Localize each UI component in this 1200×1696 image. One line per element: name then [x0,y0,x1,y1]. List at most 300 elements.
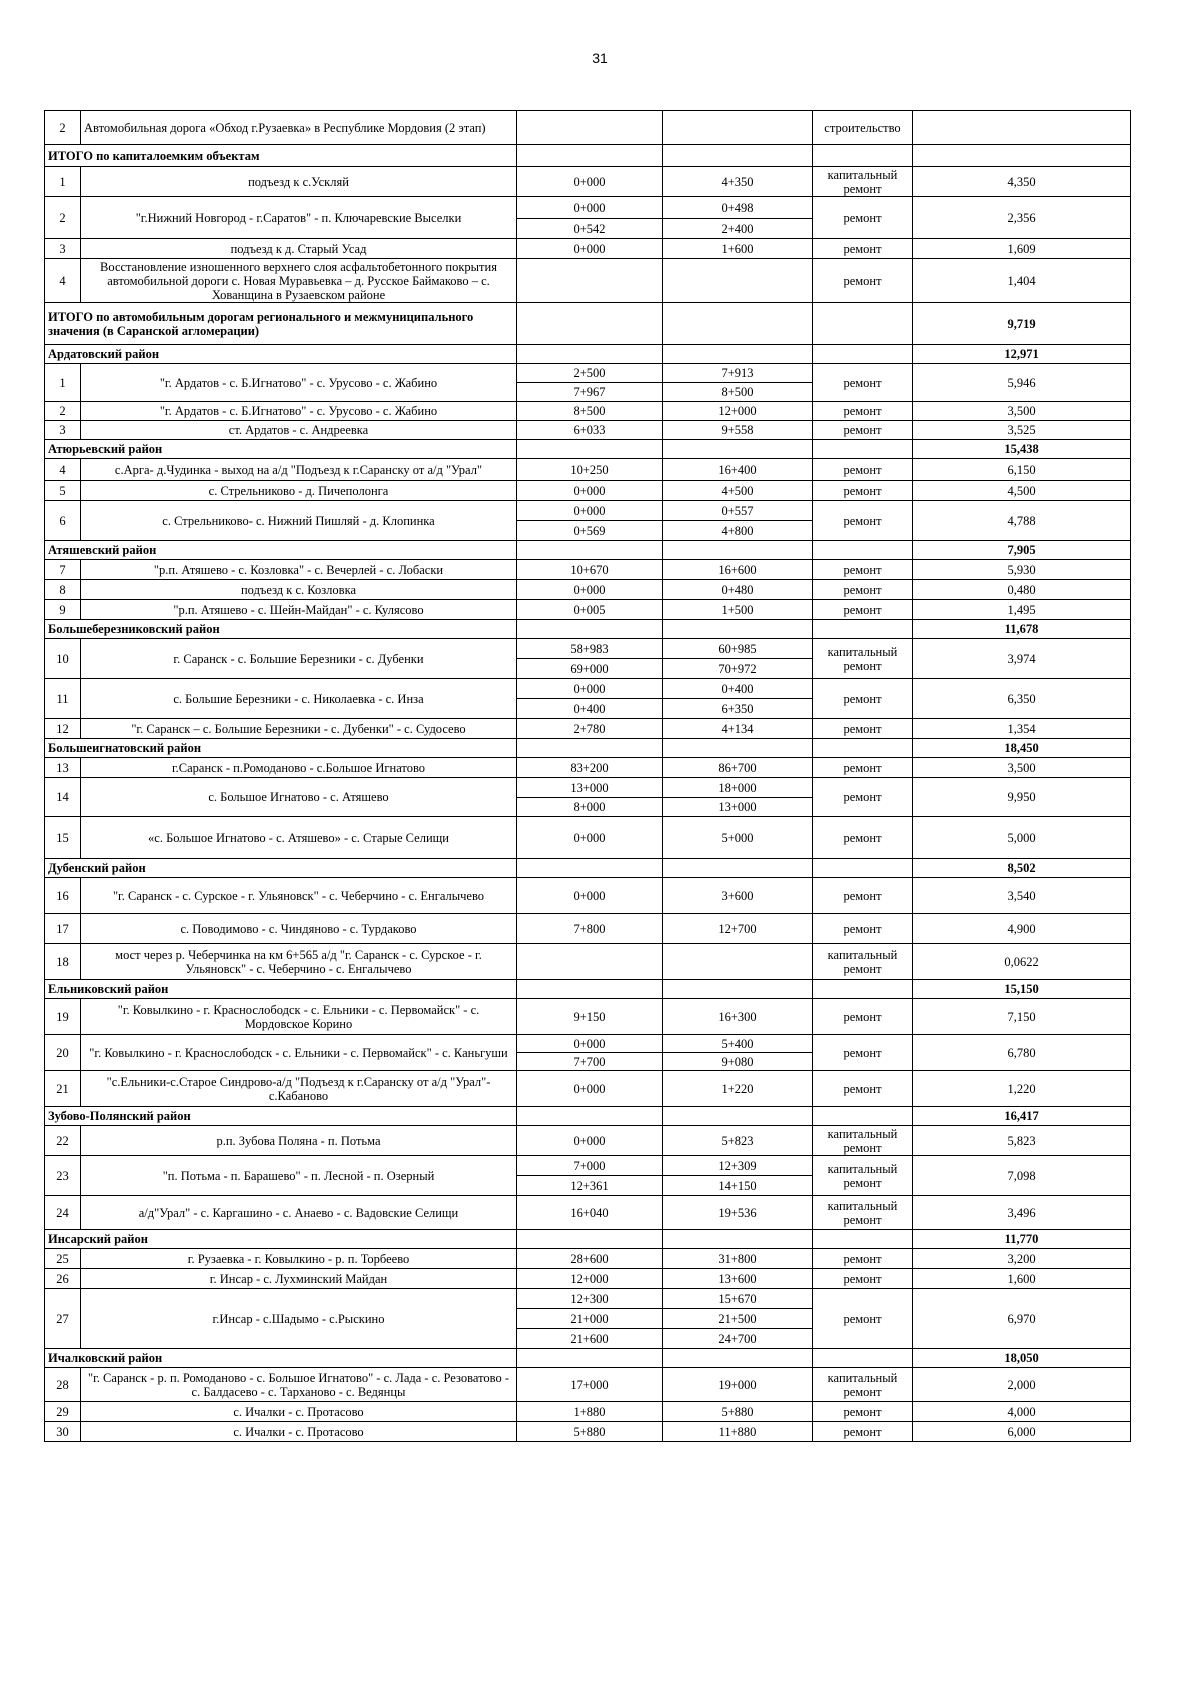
road-name: с. Поводимово - с. Чиндяново - с. Турдаково [81,914,517,944]
road-name: с. Ичалки - с. Протасово [81,1402,517,1422]
km-end: 9+558 [663,421,813,440]
length-km: 3,496 [913,1196,1131,1230]
work-type: ремонт [813,1035,913,1071]
row-number: 22 [45,1126,81,1156]
km-start: 83+200 [517,758,663,778]
empty-cell [663,541,813,560]
district-name: Большеберезниковский район [45,620,517,639]
work-type: ремонт [813,758,913,778]
table-row [45,600,1131,620]
empty-cell [663,859,813,878]
table-row [45,944,1131,980]
district-total: 18,450 [913,739,1131,758]
km-start: 21+000 [517,1309,663,1329]
km-start: 13+000 [517,778,663,798]
length-km: 7,098 [913,1156,1131,1196]
length-km: 4,000 [913,1402,1131,1422]
row-number: 3 [45,239,81,259]
km-end: 7+913 [663,364,813,383]
table-row [45,719,1131,739]
km-start: 9+150 [517,999,663,1035]
km-end: 1+500 [663,600,813,620]
page-number: 31 [592,50,608,66]
row-number: 2 [45,402,81,421]
table-row [45,259,1131,303]
row-number: 20 [45,1035,81,1071]
empty-cell [663,345,813,364]
work-type: ремонт [813,560,913,580]
total-label: ИТОГО по капиталоемким объектам [45,145,517,167]
row-number: 16 [45,878,81,914]
km-end: 0+480 [663,580,813,600]
work-type: ремонт [813,914,913,944]
roads-table [44,110,1131,1442]
table-row [45,364,1131,383]
table-row [45,1126,1131,1156]
district-name: Ардатовский район [45,345,517,364]
work-type: ремонт [813,421,913,440]
km-end: 19+000 [663,1368,813,1402]
road-name: Автомобильная дорога «Обход г.Рузаевка» в Республике Мордовия (2 этап) [81,111,517,145]
work-type: ремонт [813,1249,913,1269]
length-km: 5,930 [913,560,1131,580]
km-start: 69+000 [517,659,663,679]
table-row [45,421,1131,440]
empty-cell [663,1107,813,1126]
work-type: капитальный ремонт [813,1196,913,1230]
table-row [45,459,1131,481]
km-start: 28+600 [517,1249,663,1269]
table-row [45,914,1131,944]
empty-cell [663,303,813,345]
work-type: капитальный ремонт [813,639,913,679]
km-end: 6+350 [663,699,813,719]
length-km: 2,356 [913,197,1131,239]
road-name: "г. Саранск - с. Сурское - г. Ульяновск" - с. Чеберчино - с. Енгалычево [81,878,517,914]
row-number: 1 [45,364,81,402]
road-name: г. Саранск - с. Большие Березники - с. Дубенки [81,639,517,679]
row-number: 14 [45,778,81,817]
km-start: 7+800 [517,914,663,944]
table-row [45,758,1131,778]
section-row [45,1230,1131,1249]
km-start: 0+000 [517,167,663,197]
length-km: 1,354 [913,719,1131,739]
row-number: 2 [45,111,81,145]
km-start: 21+600 [517,1329,663,1349]
empty-cell [663,620,813,639]
district-total: 15,438 [913,440,1131,459]
total-row [45,145,1131,167]
table-row [45,639,1131,659]
empty-cell [813,1349,913,1368]
length-km: 0,480 [913,580,1131,600]
row-number: 29 [45,1402,81,1422]
row-number: 15 [45,817,81,859]
road-name: "г. Саранск – с. Большие Березники - с. Дубенки" - с. Судосево [81,719,517,739]
total-label: ИТОГО по автомобильным дорогам регионального и межмуниципального значения (в Саранской агломерации) [45,303,517,345]
table-row [45,167,1131,197]
km-end [663,259,813,303]
row-number: 1 [45,167,81,197]
km-start: 10+670 [517,560,663,580]
road-name: "г. Ковылкино - г. Краснослободск - с. Ельники - с. Первомайск" - с. Мордовское Корино [81,999,517,1035]
total-row [45,303,1131,345]
km-end: 12+309 [663,1156,813,1176]
empty-cell [813,303,913,345]
road-name: Восстановление изношенного верхнего слоя асфальтобетонного покрытия автомобильной дороги с. Новая Муравьевка – д. Русское Баймаково – с. Хованщина в Рузаевском районе [81,259,517,303]
empty-cell [517,620,663,639]
length-km: 5,946 [913,364,1131,402]
road-name: "п. Потьма - п. Барашево" - п. Лесной - п. Озерный [81,1156,517,1196]
km-start: 0+000 [517,878,663,914]
row-number: 3 [45,421,81,440]
district-total: 16,417 [913,1107,1131,1126]
length-km: 3,200 [913,1249,1131,1269]
length-km: 1,220 [913,1071,1131,1107]
empty-cell [813,440,913,459]
km-end: 5+000 [663,817,813,859]
road-name: "р.п. Атяшево - с. Козловка" - с. Вечерлей - с. Лобаски [81,560,517,580]
table-row [45,999,1131,1035]
row-number: 6 [45,501,81,541]
district-name: Ельниковский район [45,980,517,999]
district-total: 11,678 [913,620,1131,639]
table-row [45,481,1131,501]
road-name: "г. Саранск - р. п. Ромоданово - с. Большое Игнатово" - с. Лада - с. Резоватово - с. Балдасево - с. Тарханово - с. Ведянцы [81,1368,517,1402]
km-end: 1+600 [663,239,813,259]
table-row [45,1071,1131,1107]
row-number: 19 [45,999,81,1035]
length-km: 2,000 [913,1368,1131,1402]
length-km: 6,970 [913,1289,1131,1349]
work-type: капитальный ремонт [813,1156,913,1196]
km-start: 0+000 [517,1126,663,1156]
km-start: 0+569 [517,521,663,541]
section-row [45,345,1131,364]
row-number: 27 [45,1289,81,1349]
km-start: 0+542 [517,219,663,239]
km-end: 5+823 [663,1126,813,1156]
km-end: 16+400 [663,459,813,481]
empty-cell [663,440,813,459]
km-end: 18+000 [663,778,813,798]
length-km: 1,600 [913,1269,1131,1289]
section-row [45,1349,1131,1368]
work-type: ремонт [813,1071,913,1107]
district-total: 7,905 [913,541,1131,560]
length-km: 6,780 [913,1035,1131,1071]
work-type: ремонт [813,402,913,421]
row-number: 9 [45,600,81,620]
empty-cell [517,859,663,878]
km-start: 0+000 [517,501,663,521]
section-row [45,859,1131,878]
work-type: капитальный ремонт [813,1126,913,1156]
empty-cell [663,1230,813,1249]
work-type: капитальный ремонт [813,1368,913,1402]
length-km: 5,000 [913,817,1131,859]
work-type: ремонт [813,679,913,719]
road-name: с.Арга- д.Чудинка - выход на а/д "Подъезд к г.Саранску от а/д "Урал" [81,459,517,481]
km-start: 2+500 [517,364,663,383]
row-number: 23 [45,1156,81,1196]
row-number: 11 [45,679,81,719]
road-name: а/д"Урал" - с. Каргашино - с. Анаево - с. Вадовские Селищи [81,1196,517,1230]
table-row [45,580,1131,600]
km-start [517,111,663,145]
road-name: г.Саранск - п.Ромоданово - с.Большое Игнатово [81,758,517,778]
table-row [45,778,1131,798]
work-type: ремонт [813,459,913,481]
length-km: 4,900 [913,914,1131,944]
district-name: Инсарский район [45,1230,517,1249]
length-km: 6,150 [913,459,1131,481]
work-type: капитальный ремонт [813,944,913,980]
table-row [45,1249,1131,1269]
km-start: 12+300 [517,1289,663,1309]
table-row [45,878,1131,914]
work-type: ремонт [813,719,913,739]
km-end [663,944,813,980]
length-km: 5,823 [913,1126,1131,1156]
km-end: 16+600 [663,560,813,580]
empty-cell [517,739,663,758]
row-number: 28 [45,1368,81,1402]
row-number: 26 [45,1269,81,1289]
section-row [45,739,1131,758]
row-number: 21 [45,1071,81,1107]
length-km: 3,974 [913,639,1131,679]
road-name: р.п. Зубова Поляна - п. Потьма [81,1126,517,1156]
km-start: 0+400 [517,699,663,719]
road-name: г. Рузаевка - г. Ковылкино - р. п. Торбеево [81,1249,517,1269]
road-name: «с. Большое Игнатово - с. Атяшево» - с. Старые Селищи [81,817,517,859]
length-km [913,111,1131,145]
km-end: 24+700 [663,1329,813,1349]
length-km: 4,500 [913,481,1131,501]
road-name: "г. Ардатов - с. Б.Игнатово" - с. Урусово - с. Жабино [81,402,517,421]
work-type: ремонт [813,1289,913,1349]
km-end: 13+600 [663,1269,813,1289]
section-row [45,1107,1131,1126]
district-name: Атяшевский район [45,541,517,560]
empty-cell [517,440,663,459]
km-start: 8+000 [517,798,663,817]
km-end: 12+700 [663,914,813,944]
length-km: 4,788 [913,501,1131,541]
km-end: 8+500 [663,383,813,402]
total-value: 9,719 [913,303,1131,345]
empty-cell [813,541,913,560]
row-number: 24 [45,1196,81,1230]
work-type: капитальный ремонт [813,167,913,197]
row-number: 4 [45,459,81,481]
table-row [45,679,1131,699]
table-row [45,1402,1131,1422]
empty-cell [663,980,813,999]
empty-cell [517,1349,663,1368]
km-end: 9+080 [663,1053,813,1071]
section-row [45,440,1131,459]
road-name: "г. Ардатов - с. Б.Игнатово" - с. Урусово - с. Жабино [81,364,517,402]
km-end: 11+880 [663,1422,813,1442]
km-end: 3+600 [663,878,813,914]
length-km: 1,609 [913,239,1131,259]
km-start: 0+000 [517,239,663,259]
work-type: ремонт [813,1422,913,1442]
empty-cell [517,303,663,345]
km-end: 12+000 [663,402,813,421]
road-name: подъезд к д. Старый Усад [81,239,517,259]
km-start: 5+880 [517,1422,663,1442]
work-type: ремонт [813,1269,913,1289]
work-type: ремонт [813,239,913,259]
km-start: 58+983 [517,639,663,659]
km-end: 86+700 [663,758,813,778]
length-km: 3,540 [913,878,1131,914]
row-number: 5 [45,481,81,501]
table-row [45,197,1131,219]
district-name: Атюрьевский район [45,440,517,459]
road-name: с. Ичалки - с. Протасово [81,1422,517,1442]
road-name: с. Стрельниково- с. Нижний Пишляй - д. Клопинка [81,501,517,541]
row-number: 17 [45,914,81,944]
km-end: 19+536 [663,1196,813,1230]
district-name: Дубенский район [45,859,517,878]
table-row [45,1368,1131,1402]
km-start: 7+700 [517,1053,663,1071]
empty-cell [813,739,913,758]
section-row [45,541,1131,560]
road-name: г. Инсар - с. Лухминский Майдан [81,1269,517,1289]
km-end [663,111,813,145]
km-start: 1+880 [517,1402,663,1422]
length-km: 4,350 [913,167,1131,197]
empty-cell [813,620,913,639]
work-type: ремонт [813,999,913,1035]
km-start: 0+000 [517,817,663,859]
km-end: 4+134 [663,719,813,739]
empty-cell [913,145,1131,167]
km-start: 17+000 [517,1368,663,1402]
length-km: 3,525 [913,421,1131,440]
table-row [45,1156,1131,1176]
table-row [45,402,1131,421]
empty-cell [813,1230,913,1249]
row-number: 4 [45,259,81,303]
km-start [517,944,663,980]
row-number: 8 [45,580,81,600]
km-end: 4+350 [663,167,813,197]
km-start: 7+000 [517,1156,663,1176]
work-type: ремонт [813,259,913,303]
length-km: 1,495 [913,600,1131,620]
empty-cell [813,345,913,364]
km-start: 0+000 [517,679,663,699]
section-row [45,980,1131,999]
empty-cell [517,145,663,167]
work-type: ремонт [813,197,913,239]
district-name: Зубово-Полянский район [45,1107,517,1126]
district-name: Ичалковский район [45,1349,517,1368]
empty-cell [517,345,663,364]
empty-cell [813,859,913,878]
empty-cell [517,541,663,560]
length-km: 3,500 [913,758,1131,778]
row-number: 13 [45,758,81,778]
length-km: 6,350 [913,679,1131,719]
km-end: 16+300 [663,999,813,1035]
km-start [517,259,663,303]
km-end: 4+800 [663,521,813,541]
work-type: строительство [813,111,913,145]
work-type: ремонт [813,778,913,817]
km-start: 0+000 [517,1035,663,1053]
length-km: 1,404 [913,259,1131,303]
road-name: ст. Ардатов - с. Андреевка [81,421,517,440]
km-end: 1+220 [663,1071,813,1107]
length-km: 0,0622 [913,944,1131,980]
km-start: 16+040 [517,1196,663,1230]
district-name: Большеигнатовский район [45,739,517,758]
table-row [45,111,1131,145]
length-km: 9,950 [913,778,1131,817]
work-type: ремонт [813,481,913,501]
km-end: 4+500 [663,481,813,501]
road-name: "г.Нижний Новгород - г.Саратов" - п. Ключаревские Выселки [81,197,517,239]
district-total: 11,770 [913,1230,1131,1249]
row-number: 2 [45,197,81,239]
district-total: 12,971 [913,345,1131,364]
table-row [45,239,1131,259]
table-row [45,817,1131,859]
km-end: 2+400 [663,219,813,239]
km-start: 12+361 [517,1176,663,1196]
km-end: 0+400 [663,679,813,699]
row-number: 25 [45,1249,81,1269]
km-end: 21+500 [663,1309,813,1329]
empty-cell [517,1107,663,1126]
km-start: 0+000 [517,197,663,219]
km-start: 7+967 [517,383,663,402]
km-start: 0+000 [517,481,663,501]
road-name: с. Стрельниково - д. Пичеполонга [81,481,517,501]
length-km: 7,150 [913,999,1131,1035]
km-start: 12+000 [517,1269,663,1289]
km-end: 5+880 [663,1402,813,1422]
row-number: 10 [45,639,81,679]
table-row [45,560,1131,580]
km-start: 8+500 [517,402,663,421]
empty-cell [813,145,913,167]
district-total: 15,150 [913,980,1131,999]
km-end: 15+670 [663,1289,813,1309]
empty-cell [663,739,813,758]
empty-cell [517,980,663,999]
km-end: 60+985 [663,639,813,659]
table-row [45,501,1131,521]
road-name: "г. Ковылкино - г. Краснослободск - с. Ельники - с. Первомайск" - с. Каньгуши [81,1035,517,1071]
km-end: 5+400 [663,1035,813,1053]
empty-cell [517,1230,663,1249]
km-end: 31+800 [663,1249,813,1269]
work-type: ремонт [813,501,913,541]
work-type: ремонт [813,580,913,600]
km-end: 14+150 [663,1176,813,1196]
road-name: с. Большие Березники - с. Николаевка - с. Инза [81,679,517,719]
road-name: мост через р. Чеберчинка на км 6+565 а/д "г. Саранск - с. Сурское - г. Ульяновск" - с. Чеберчино - с. Енгалычево [81,944,517,980]
